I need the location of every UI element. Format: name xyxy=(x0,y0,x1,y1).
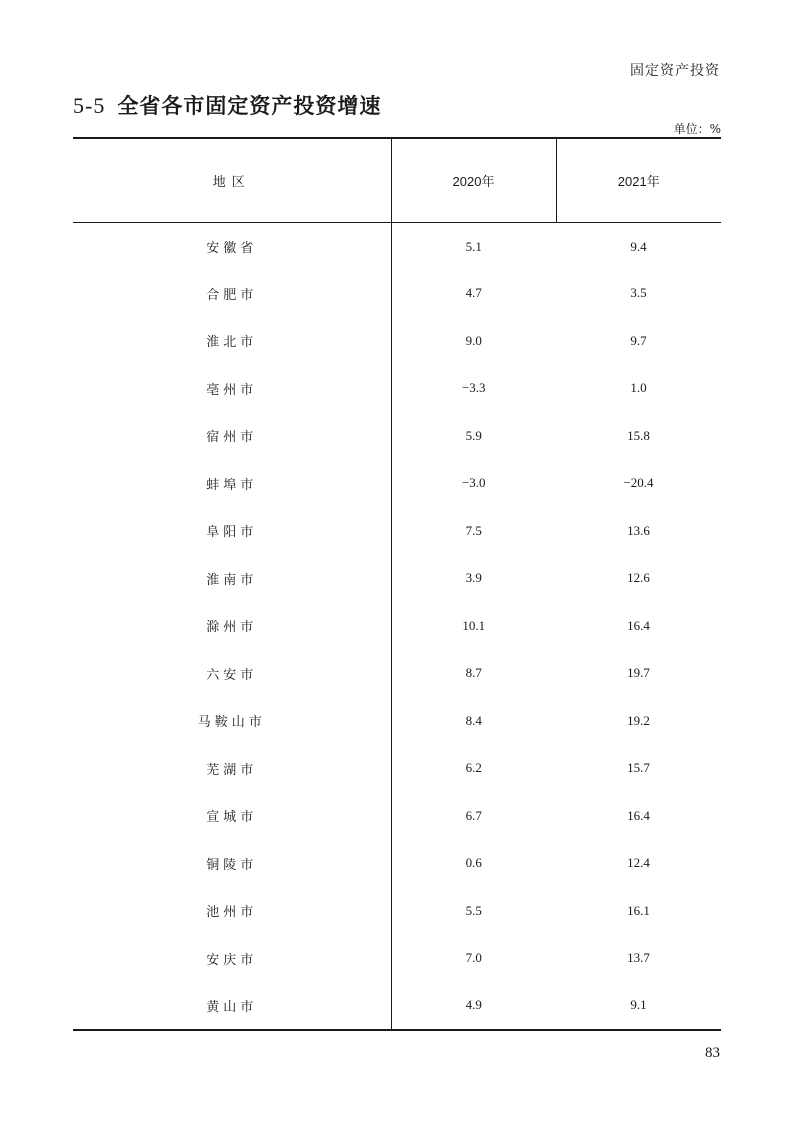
cell-2020: 8.4 xyxy=(465,712,482,728)
cell-2020: 5.1 xyxy=(465,238,482,254)
cell-2020: −3.0 xyxy=(461,475,486,491)
cell-2020: −3.3 xyxy=(461,380,486,396)
table-row xyxy=(73,460,721,508)
table-row xyxy=(73,887,721,935)
cell-2021: 3.5 xyxy=(630,285,647,301)
cell-2021: 9.4 xyxy=(630,238,647,254)
cell-2021: 15.7 xyxy=(627,760,650,776)
cell-2020: 6.7 xyxy=(465,807,482,823)
table-row xyxy=(73,222,721,270)
table-header-row xyxy=(73,138,721,222)
cell-2020: 5.5 xyxy=(465,902,482,918)
table-title xyxy=(73,90,381,120)
cell-region: 亳州市 xyxy=(73,365,391,413)
cell-2021: 13.6 xyxy=(627,522,650,538)
table-row xyxy=(73,935,721,983)
cell-region: 铜陵市 xyxy=(73,840,391,888)
cell-2021: 1.0 xyxy=(630,380,647,396)
table-row xyxy=(73,602,721,650)
cell-2020: 10.1 xyxy=(462,617,486,633)
cell-region: 芜湖市 xyxy=(73,745,391,793)
table-row xyxy=(73,982,721,1030)
table-row xyxy=(73,365,721,413)
cell-2020: 4.9 xyxy=(391,982,556,1030)
cell-2020: 8.7 xyxy=(465,665,482,681)
table-number: 5-5 xyxy=(73,93,106,118)
table-row xyxy=(73,555,721,603)
cell-2021: 13.7 xyxy=(627,950,650,966)
cell-2021: −20.4 xyxy=(623,475,654,491)
investment-growth-table xyxy=(73,137,721,1031)
cell-2020: 7.0 xyxy=(465,950,482,966)
cell-region: 宿州市 xyxy=(73,412,391,460)
cell-region: 阜阳市 xyxy=(73,507,391,555)
table-row xyxy=(73,792,721,840)
cell-region: 黄山市 xyxy=(73,982,391,1030)
column-header-2021: 2021年 xyxy=(556,138,721,222)
cell-2020: 4.7 xyxy=(465,285,482,301)
cell-region: 蚌埠市 xyxy=(73,460,391,508)
cell-region: 宣城市 xyxy=(73,792,391,840)
column-header-2020: 2020年 xyxy=(391,138,556,222)
table-row xyxy=(73,840,721,888)
running-header: 固定资产投资 xyxy=(630,63,720,79)
cell-2021: 19.7 xyxy=(627,665,650,681)
cell-2020: 6.2 xyxy=(465,760,482,776)
cell-2021: 9.1 xyxy=(556,982,721,1030)
cell-2021: 9.7 xyxy=(630,332,647,348)
cell-region: 六安市 xyxy=(73,650,391,698)
table-body xyxy=(73,222,721,1030)
cell-region: 淮南市 xyxy=(73,555,391,603)
cell-2021: 16.1 xyxy=(627,902,650,918)
cell-2020: 3.9 xyxy=(465,570,482,586)
cell-2021: 12.6 xyxy=(627,570,650,586)
cell-region: 池州市 xyxy=(73,887,391,935)
table-row xyxy=(73,317,721,365)
cell-2021: 16.4 xyxy=(627,807,650,823)
table-row xyxy=(73,697,721,745)
cell-region: 淮北市 xyxy=(73,317,391,365)
cell-region: 合肥市 xyxy=(73,270,391,318)
cell-region: 安庆市 xyxy=(73,935,391,983)
cell-2021: 16.4 xyxy=(627,617,650,633)
column-header-region: 地区 xyxy=(73,138,391,222)
table-row xyxy=(73,507,721,555)
cell-region: 安徽省 xyxy=(73,222,391,270)
cell-2020: 0.6 xyxy=(465,855,482,871)
cell-2021: 19.2 xyxy=(627,712,650,728)
table-title-text: 全省各市固定资产投资增速 xyxy=(117,93,382,118)
table-row xyxy=(73,270,721,318)
page-number: 83 xyxy=(705,1045,720,1061)
table-row xyxy=(73,412,721,460)
table-row xyxy=(73,650,721,698)
cell-2021: 12.4 xyxy=(627,855,650,871)
cell-region: 滁州市 xyxy=(73,602,391,650)
cell-2020: 5.9 xyxy=(465,427,482,443)
cell-2021: 15.8 xyxy=(627,427,650,443)
table-row xyxy=(73,745,721,793)
unit-label: 单位：% xyxy=(673,122,721,136)
cell-2020: 9.0 xyxy=(465,332,482,348)
cell-region: 马鞍山市 xyxy=(73,697,391,745)
cell-2020: 7.5 xyxy=(465,522,482,538)
